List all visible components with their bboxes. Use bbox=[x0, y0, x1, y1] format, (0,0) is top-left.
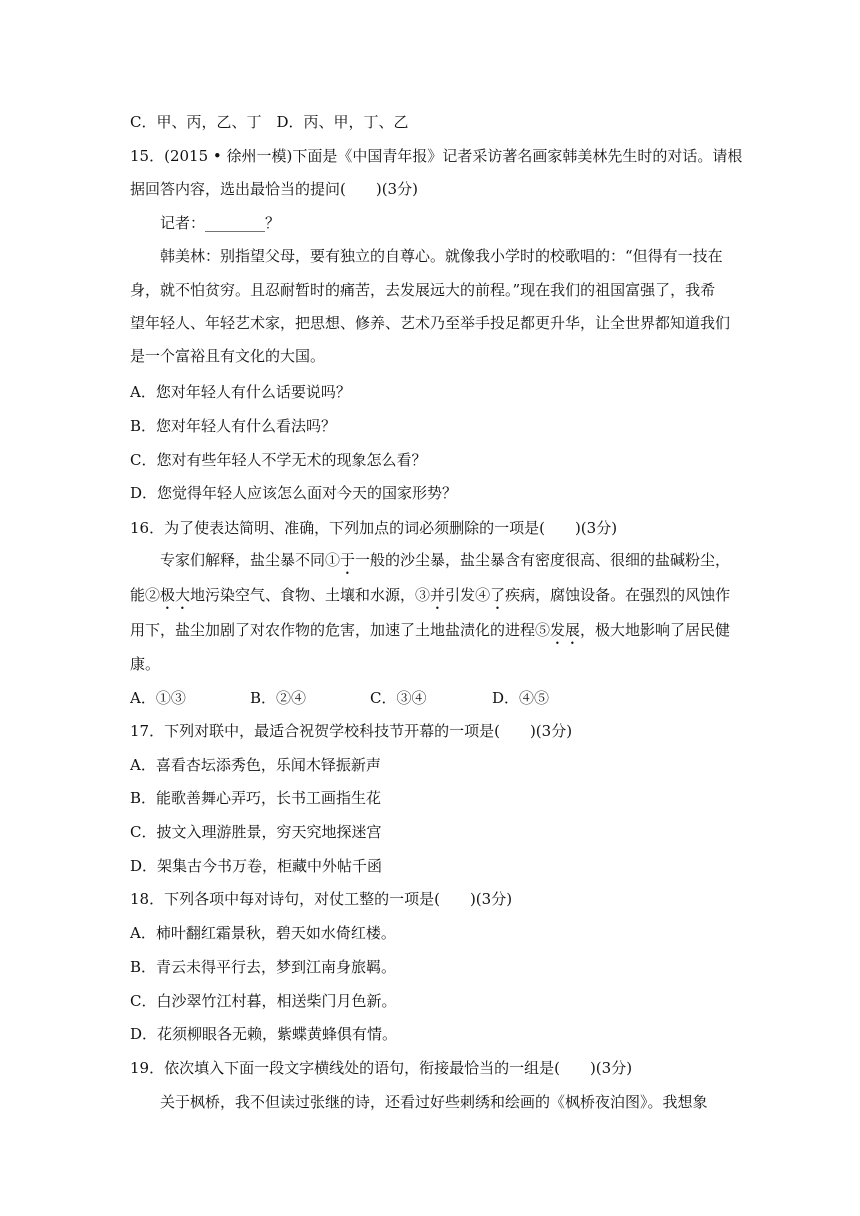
q17-option-c: C．披文入理游胜景，穷天究地探迷宫 bbox=[130, 823, 382, 841]
q17-option-b: B．能歌善舞心弄巧，长书工画指生花 bbox=[130, 789, 382, 807]
q16-text: 用下，盐尘加剧了对农作物的危害，加速了土地盐渍化的进程⑤ bbox=[130, 621, 551, 639]
q16-stem: 16．为了使表达简明、准确，下列加点的词必须删除的一项是( )(3分) bbox=[130, 519, 618, 537]
q17-stem: 17．下列对联中，最适合祝贺学校科技节开幕的一项是( )(3分) bbox=[130, 722, 573, 740]
q16-passage-line4: 康。 bbox=[130, 655, 161, 673]
q19-passage-line1: 关于枫桥，我不但读过张继的诗，还看过好些刺绣和绘画的《枫桥夜泊图》。我想象 bbox=[160, 1093, 708, 1111]
q16-dotted-word-1: 于 bbox=[340, 551, 356, 569]
q17-option-d: D．架集古今书万卷，柜藏中外帖千函 bbox=[130, 857, 383, 875]
q16-text: ，极大地影响了居民健 bbox=[580, 621, 731, 639]
q15-reporter-line: 记者：________？ bbox=[160, 214, 281, 232]
q15-answer-line3: 望年轻人、年轻艺术家，把思想、修养、艺术乃至举手投足都更升华，让全世界都知道我们 bbox=[130, 314, 731, 332]
q17-option-a: A．喜看杏坛添秀色，乐闻木铎振新声 bbox=[130, 756, 381, 774]
q16-passage-line1 bbox=[160, 550, 760, 578]
q16-option-d: D．④⑤ bbox=[492, 689, 550, 707]
q15-answer-line2: 身，就不怕贫穷。且忍耐暂时的痛苦，去发展远大的前程。”现在我们的祖国富强了，我希 bbox=[130, 281, 716, 299]
q16-option-c: C．③④ bbox=[370, 689, 427, 707]
q16-dotted-word-3: 并 bbox=[430, 586, 446, 604]
q16-text: 疾病，腐蚀设备。在强烈的风蚀作 bbox=[505, 586, 731, 604]
q18-option-c: C．白沙翠竹江村暮，相送柴门月色新。 bbox=[130, 992, 397, 1010]
q15-option-b: B．您对年轻人有什么看法吗？ bbox=[130, 417, 337, 435]
q16-option-a: A．①③ bbox=[130, 689, 186, 707]
q16-text: 专家们解释，盐尘暴不同① bbox=[160, 551, 341, 569]
q16-dotted-word-4: 了 bbox=[490, 586, 506, 604]
q16-text: 引发④ bbox=[445, 586, 491, 604]
q16-dotted-word-5: 发展 bbox=[550, 621, 581, 639]
q15-answer-line4: 是一个富裕且有文化的大国。 bbox=[130, 347, 326, 365]
q18-option-a: A．柿叶翻红霜景秋，碧天如水倚红楼。 bbox=[130, 924, 396, 942]
q16-text: 一般的沙尘暴，盐尘暴含有密度很高、很细的盐碱粉尘， bbox=[355, 551, 731, 569]
q16-passage-line3 bbox=[130, 620, 730, 648]
q15-stem-line1: 15．(2015 • 徐州一模)下面是《中国青年报》记者采访著名画家韩美林先生时的对话。请根 bbox=[130, 147, 743, 165]
q16-option-b: B．②④ bbox=[250, 689, 307, 707]
prev-question-options: C．甲、丙，乙、丁 D．丙、甲，丁、乙 bbox=[130, 113, 409, 131]
q18-stem: 18．下列各项中每对诗句，对仗工整的一项是( )(3分) bbox=[130, 890, 513, 908]
q15-answer-line1: 韩美林：别指望父母，要有独立的自尊心。就像我小学时的校歌唱的：“但得有一技在 bbox=[160, 247, 723, 265]
q15-option-d: D．您觉得年轻人应该怎么面对今天的国家形势？ bbox=[130, 484, 458, 502]
q18-option-d: D．花须柳眼各无赖，紫蝶黄蜂俱有情。 bbox=[130, 1025, 398, 1043]
q15-option-c: C．您对有些年轻人不学无术的现象怎么看？ bbox=[130, 451, 427, 469]
q15-option-a: A．您对年轻人有什么话要说吗？ bbox=[130, 383, 351, 401]
q16-dotted-word-2: 极大 bbox=[160, 586, 191, 604]
q16-text: 能② bbox=[130, 586, 161, 604]
q16-passage-line2 bbox=[130, 585, 730, 613]
q18-option-b: B．青云未得平行去，梦到江南身旅羁。 bbox=[130, 958, 397, 976]
q19-stem: 19．依次填入下面一段文字横线处的语句，衔接最恰当的一组是( )(3分) bbox=[130, 1059, 633, 1077]
q15-stem-line2: 据回答内容，选出最恰当的提问( )(3分) bbox=[130, 180, 418, 198]
q16-text: 地污染空气、食物、土壤和水源，③ bbox=[190, 586, 431, 604]
